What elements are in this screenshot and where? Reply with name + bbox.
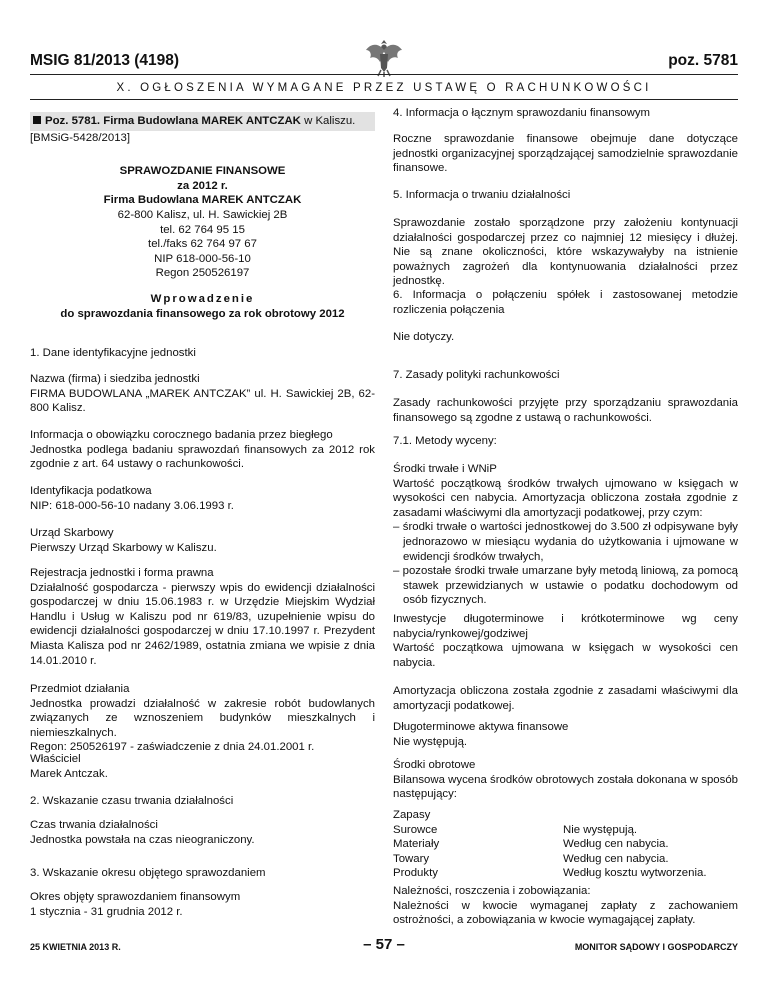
footer-publisher: MONITOR SĄDOWY I GOSPODARCZY (574, 942, 738, 952)
depreciation-text: Amortyzacja obliczona została zgodnie z zasadami właściwymi dla amortyzacji podatkowej. (393, 685, 738, 712)
page-number: – 57 – (363, 936, 405, 953)
footer-date: 25 KWIETNIA 2013 R. (30, 942, 121, 952)
section-rule (30, 99, 738, 100)
fixed-assets-dash-1: – środki trwałe o wartości jednostkowej do 3.500 zł odpisywane były jednorazowo w miesiącu wydania do użytkowania i ujmowane w ewidencji środków trwałych, (393, 521, 738, 563)
section-7-text: Zasady rachunkowości przyjęte przy sporządzaniu sprawozdania finansowego są zgodne z ustawą o rachunkowości. (393, 397, 738, 424)
section-4-heading: 4. Informacja o łącznym sprawozdaniu finansowym (393, 107, 651, 119)
table-row-value: Według cen nabycia. (563, 852, 669, 865)
section-1-heading: 1. Dane identyfikacyjne jednostki (30, 347, 196, 359)
current-assets-block: Środki obrotowe Bilansowa wycena środków obrotowych została dokonana w sposób następujący: (393, 759, 738, 801)
table-row-label: Towary (393, 852, 430, 865)
notice-ref: [BMSiG-5428/2013] (30, 131, 131, 144)
section-5-text: Sprawozdanie zostało sporządzone przy założeniu kontynuacji działalności gospodarczej przez co najmniej 12 miesięcy i dłużej. Nie są znane okoliczności, które wskazywałyby na istnienie poważnych zagrożeń dla kontynuowania działalności przez jednostkę. (393, 217, 738, 288)
section-title: X. OGŁOSZENIA WYMAGANE PRZEZ USTAWĘ O RACHUNKOWOŚCI (116, 82, 652, 94)
journal-issue: MSIG 81/2013 (4198) (30, 52, 180, 69)
fixed-assets-block: Środki trwałe i WNiP Wartość początkową środków trwałych ujmowano w księgach w wysokości cen nabycia. Amortyzacja obliczona została zgodnie z zasadami właściwymi dla amortyzacji podatkowej, przy czym: – środki trwałe o wartości jednostkowej do 3.500 zł odpisywane były jednorazowo w miesiącu wydania do użytkowania i ujmowane w ewidencji środków trwałych, – pozostałe środki trwałe umarzane były metodą liniową, za pomocą stawek przewidzianych w ustawie o podatku dochodowym od osób fizycznych. (393, 463, 738, 607)
intro-heading: Wprowadzenie do sprawozdania finansowego za rok obrotowy 2012 (60, 293, 345, 320)
section-6-heading: 6. Informacja o połączeniu spółek i zastosowanej metodzie rozliczenia połączenia (393, 289, 738, 316)
table-row-value: Według kosztu wytworzenia. (563, 867, 707, 880)
fixed-assets-dash-2: – pozostałe środki trwałe umarzane były metodą liniową, za pomocą stawek przewidzianych w ustawie o podatku dochodowym od osób fizycznych. (393, 565, 738, 607)
position-number: poz. 5781 (668, 52, 738, 69)
table-row-label: Materiały (393, 838, 440, 851)
notice-kicker: Poz. 5781. Firma Budowlana MAREK ANTCZAK (45, 115, 301, 127)
notice-kicker-city: w Kaliszu. (300, 115, 356, 127)
square-bullet-icon (33, 116, 41, 124)
inventory-valuation-table (393, 808, 738, 881)
section-4-text: Roczne sprawozdanie finansowe obejmuje dane dotyczące jednostki organizacyjnej sporządzającej samodzielnie sprawozdanie finansowe. (393, 133, 738, 175)
tax-id-block: Identyfikacja podatkowa NIP: 618-000-56-10 nadany 3.06.1993 r. (30, 485, 234, 512)
table-row-value: Nie występują. (563, 823, 638, 836)
investments-block: Inwestycje długoterminowe i krótkoterminowe wg ceny nabycia/rynkowej/godziwej Wartość początkowa ujmowana w księgach w wysokości cen nabycia. (393, 613, 738, 669)
period-block: Okres objęty sprawozdaniem finansowym 1 stycznia - 31 grudnia 2012 r. (30, 891, 241, 918)
duration-block: Czas trwania działalności Jednostka powstała na czas nieograniczony. (30, 819, 255, 846)
table-row-value (563, 808, 738, 823)
tax-office-block: Urząd Skarbowy Pierwszy Urząd Skarbowy w Kaliszu. (30, 527, 217, 554)
report-title: SPRAWOZDANIE FINANSOWE za 2012 r. Firma Budowlana MAREK ANTCZAK (103, 165, 302, 207)
table-row-label: Produkty (393, 867, 438, 880)
owner-block: Właściciel Marek Antczak. (30, 753, 108, 780)
long-term-assets-block: Długoterminowe aktywa finansowe Nie występują. (393, 721, 569, 748)
section-7-1-heading: 7.1. Metody wyceny: (393, 435, 497, 447)
table-row-value: Według cen nabycia. (563, 838, 669, 851)
audit-block: Informacja o obowiązku corocznego badania przez biegłego Jednostka podlega badaniu sprawozdań finansowych za 2012 rok zgodnie z art. 64 ustawy o rachunkowości. (30, 429, 375, 471)
receivables-block: Należności, roszczenia i zobowiązania: Należności w kwocie wymaganej zapłaty z zachowaniem ostrożności, a zobowiązania w kwocie wymagającej zapłaty. (393, 885, 738, 927)
business-scope-block: Przedmiot działania Jednostka prowadzi działalność w zakresie robót budowlanych związanych ze wznoszeniem budynków mieszkalnych i niemieszkalnych. Regon: 250526197 - zaświadczenie z dnia 24.01.2001 r. (30, 683, 375, 754)
notice-header (30, 112, 375, 145)
section-3-heading: 3. Wskazanie okresu objętego sprawozdaniem (30, 867, 266, 879)
company-address: 62-800 Kalisz, ul. H. Sawickiej 2B tel. 62 764 95 15 tel./faks 62 764 97 67 NIP 618-000-56-10 Regon 250526197 (117, 209, 288, 280)
section-6-text: Nie dotyczy. (393, 331, 455, 343)
header-rule (30, 74, 738, 75)
section-5-heading: 5. Informacja o trwaniu działalności (393, 189, 571, 201)
polish-eagle-icon (364, 36, 404, 78)
registration-block: Rejestracja jednostki i forma prawna Działalność gospodarcza - pierwszy wpis do ewidencji działalności gospodarczej w dniu 15.06.1983 r. w Urzędzie Miejskim Wydział Handlu i Usług w Kaliszu pod nr 619/83, uzupełnienie wpisu do ewidencji działalności gospodarczej w dniu 17.10.1997 r. Prezydent Miasta Kalisza pod nr 2462/1989, ostatnia zmiana we wpisie z dnia 14.01.2010 r. (30, 567, 375, 667)
company-name-block: Nazwa (firma) i siedziba jednostki FIRMA BUDOWLANA „MAREK ANTCZAK” ul. H. Sawickiej 2B, 62-800 Kalisz. (30, 373, 375, 415)
table-row-label: Surowce (393, 823, 438, 836)
section-7-heading: 7. Zasady polityki rachunkowości (393, 369, 560, 381)
section-2-heading: 2. Wskazanie czasu trwania działalności (30, 795, 234, 807)
table-row-label: Zapasy (393, 809, 431, 821)
